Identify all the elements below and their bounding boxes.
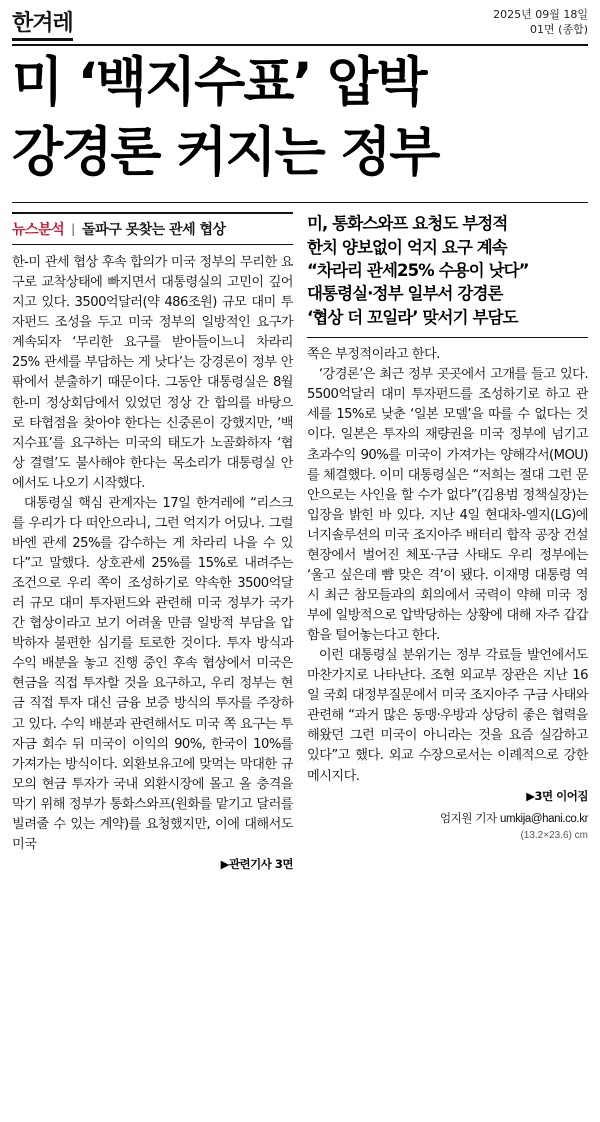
paragraph: 이런 대통령실 분위기는 정부 각료들 발언에서도 마찬가지로 나타난다. 조현 외교부 장관은 지난 16일 국회 대정부질문에서 미국 조지아주 구금 사태와 관련해 “과거 많은 동맹·우방과 상당히 좋은 협력을 해왔던 그런 미국이 아니라는 것을 요즘 실감하고 있다”고 했다. 외교 수장으로서는 이례적으로 강한 메시지다. — [307, 648, 588, 784]
kicker — [12, 212, 293, 245]
subhead-line: ‘협상 더 꼬일라’ 맞서기 부담도 — [307, 307, 518, 327]
paragraph: 한-미 관세 협상 후속 합의가 미국 정부의 무리한 요구로 교착상태에 빠지면서 대통령실의 고민이 깊어지고 있다. 3500억달러(약 486조원) 규모 대미 투자펀드 조성을 두고 미국 정부의 일방적인 요구가 계속되자 ‘무리한 요구를 받아들이느니 차라리 25% 관세를 부담하는 게 낫다’는 강경론이 정부 안팎에서 분출하기 때문이다. 그동안 대통령실은 8월 한-미 정상회담에서 있었던 정상 간 합의를 바탕으로 타협점을 찾아야 한다는 신중론이 강했지만, ‘백지수표’를 요구하는 미국의 태도가 노골화하자 ‘협상 결렬’도 불사해야 한다는 목소리가 대통령실 안에서도 나오기 시작했다. — [12, 255, 293, 491]
subhead-line: 미, 통화스와프 요청도 부정적 — [307, 214, 508, 234]
headline-line-2: 강경론 커지는 정부 — [12, 122, 439, 184]
article-dimensions: (13.2×23.6) cm — [520, 829, 588, 841]
subhead-line: 한치 양보없이 억지 요구 계속 — [307, 237, 507, 257]
right-column-text — [307, 345, 588, 786]
page-title — [12, 52, 588, 184]
publication-date: 2025년 09월 18일 — [493, 8, 588, 21]
masthead — [12, 0, 588, 46]
byline-email[interactable]: umkija@hani.co.kr — [500, 812, 588, 825]
headline-divider — [12, 202, 588, 203]
headline-line-1: 미 ‘백지수표’ 압박 — [12, 52, 426, 113]
related-article-reference[interactable]: ▶관련기사 3면 — [220, 856, 293, 871]
newspaper-logo: 한겨레 — [12, 6, 77, 41]
subhead-block — [307, 212, 588, 338]
left-column — [12, 212, 293, 872]
right-column — [307, 212, 588, 872]
article-body — [12, 212, 588, 872]
byline — [307, 810, 588, 826]
kicker-text: 돌파구 못찾는 관세 협상 — [82, 222, 226, 239]
continuation-reference[interactable]: ▶3면 이어짐 — [526, 788, 588, 803]
subhead-line: 대통령실·정부 일부서 강경론 — [307, 284, 503, 304]
paragraph: 쪽은 부정적이라고 한다. — [307, 347, 440, 363]
paragraph: 대통령실 핵심 관계자는 17일 한겨레에 “리스크를 우리가 다 떠안으라니, 그런 억지가 어딨나. 그럴 바엔 관세 25%를 감수하는 게 차라리 나을 수 있다”고 말했다. 상호관세 25%를 15%로 내려주는 조건으로 우리 쪽이 조성하기로 약속한 3500억달러 규모 대미 투자펀드와 관련해 미국 정부가 국가 간 협상이라고 보기 어려울 만큼 일방적 부담을 압박하자 불편한 심기를 토로한 것이다. 투자 방식과 수익 배분을 놓고 진행 중인 후속 협상에서 미국은 현금을 직접 투자할 것을 요구하고, 우리 정부는 현금 직접 투자 대신 금융 보증 방식의 투자를 주장하고 있다. 수익 배분과 관련해서도 미국 쪽 요구는 투자금 회수 뒤 미국이 이익의 90%, 한국이 10%를 가져가는 방식이다. 외환보유고에 맞먹는 막대한 규모의 현금 투자가 국내 외환시장에 몰고 올 충격을 막기 위해 정부가 통화스와프(원화를 맡기고 달러를 빌려줄 수 있는 계약)를 요청했지만, 이에 대해서도 미국 — [12, 495, 293, 852]
subhead-line: “차라리 관세25% 수용이 낫다” — [307, 260, 529, 280]
left-column-text — [12, 253, 293, 855]
kicker-tag: 뉴스분석 — [12, 222, 65, 239]
kicker-separator: | — [71, 222, 76, 237]
page-number: 01면 (종합) — [530, 22, 588, 36]
paragraph: ‘강경론’은 최근 정부 곳곳에서 고개를 들고 있다. 5500억달러 대미 투자펀드를 조성하기로 하고 관세를 15%로 낮춘 ‘일본 모델’을 따를 수 없다는 것이다. 일본은 투자의 재량권을 미국 정부에 넘기고 초과수익 90%를 미국이 가져가는 양해각서(MOU)를 체결했다. 이미 대통령실은 “저희는 절대 그런 문안으로는 사인을 할 수가 없다”(김용범 정책실장)는 입장을 밝힌 바 있다. 지난 4일 현대차-엘지(LG)에너지솔루션의 미국 조지아주 배터리 합작 공장 건설 현장에서 벌어진 체포·구금 사태도 우리 정부에는 ‘울고 싶은데 뺨 맞은 격’이 됐다. 이재명 대통령 역시 최근 참모들과의 회의에서 국력이 약해 미국 정부에 일방적으로 압박당하는 상황에 대해 자주 갑갑함을 털어놓는다고 한다. — [307, 367, 588, 644]
byline-author: 엄지원 기자 — [439, 810, 497, 825]
dateline — [493, 6, 588, 38]
